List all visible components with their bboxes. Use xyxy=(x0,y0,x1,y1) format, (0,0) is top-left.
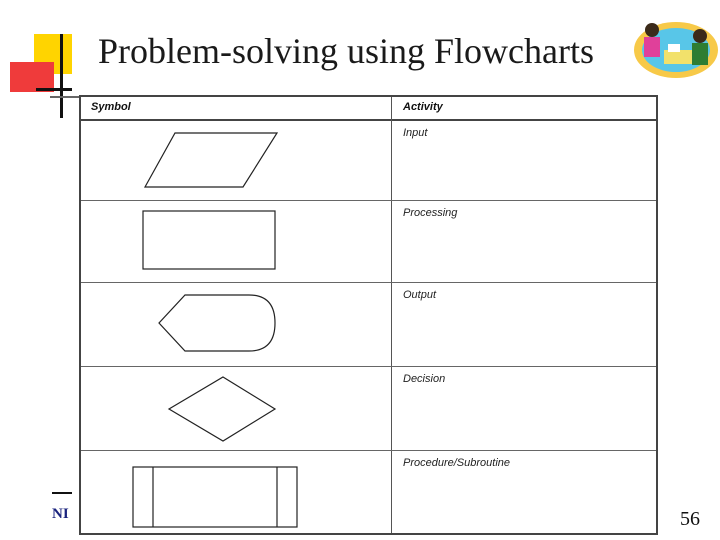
parallelogram-icon xyxy=(81,121,381,201)
flowchart-symbol-table xyxy=(79,95,658,535)
table-row xyxy=(81,367,656,451)
table-row xyxy=(81,283,656,367)
activity-label: Output xyxy=(403,289,437,301)
activity-label: Processing xyxy=(403,207,458,219)
predefined-process-icon xyxy=(81,451,381,533)
rectangle-icon xyxy=(81,201,381,283)
table-row xyxy=(81,121,656,201)
slide-title: Problem-solving using Flowcharts xyxy=(98,31,594,71)
logo-horizontal-line-2 xyxy=(50,96,80,98)
page-number: 56 xyxy=(680,508,700,530)
display-icon xyxy=(81,283,381,367)
people-at-desk-icon xyxy=(624,14,720,80)
logo-horizontal-line xyxy=(36,88,72,91)
footer-text: NI xyxy=(52,506,69,522)
table-row xyxy=(81,451,656,533)
activity-label: Decision xyxy=(403,373,446,385)
diamond-icon xyxy=(81,367,381,451)
table-row xyxy=(81,201,656,283)
table-header xyxy=(81,97,656,121)
activity-label: Input xyxy=(403,127,428,139)
activity-column-header: Activity xyxy=(403,101,443,113)
symbol-column-header: Symbol xyxy=(91,101,131,113)
footer-dash xyxy=(52,492,72,494)
logo-vertical-line xyxy=(60,34,63,118)
activity-label: Procedure/Subroutine xyxy=(403,457,511,469)
